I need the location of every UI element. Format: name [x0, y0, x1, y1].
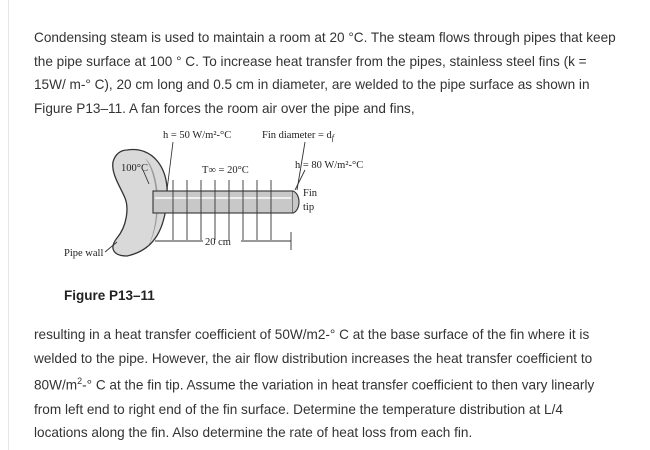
h-left-leader: [167, 142, 173, 190]
paragraph-1-line-2: the pipe surface at 100 ° C. To increase heat transfer from the pipes, stainless steel fins (k =: [34, 53, 587, 69]
paragraph-2-line-3-start: 80W/m: [34, 377, 78, 393]
fin-tip-label-2: tip: [303, 202, 315, 213]
fin-diameter-subscript: f: [331, 133, 335, 142]
paragraph-2-line-3-superscript: 2: [77, 376, 83, 387]
paragraph-2-line-3: [34, 370, 639, 397]
h-left-label: h = 50 W/m²-°C: [163, 130, 232, 141]
problem-paragraph-2: [34, 323, 639, 445]
figure-caption: Figure P13–11: [64, 288, 155, 303]
paragraph-1-line-1: Condensing steam is used to maintain a room at 20 °C. The steam flows through pipes that keep: [34, 30, 616, 45]
ambient-temperature-label: T∞ = 20°C: [202, 165, 249, 176]
paragraph-1-line-3: 15W/ m-° C), 20 cm long and 0.5 cm in diameter, are welded to the pipe surface as shown in: [34, 77, 590, 93]
paragraph-2-line-2: welded to the pipe. However, the air flow distribution increases the heat transfer coefficient to: [34, 350, 593, 366]
problem-paragraph-1: [34, 26, 639, 121]
fin-diameter-text: Fin diameter = d: [262, 130, 332, 141]
fin-tip-cap: [293, 191, 299, 213]
paragraph-2-line-3-end: -° C at the fin tip. Assume the variation in heat transfer coefficient to then vary linearly: [82, 377, 595, 393]
fin-figure: [55, 128, 395, 273]
paragraph-1-line-4: Figure P13–11. A fan forces the room air over the pipe and fins,: [34, 101, 415, 117]
pipe-temperature-label: 100°C: [121, 163, 148, 174]
paragraph-2-line-4: from left end to right end of the fin surface. Determine the temperature distribution at L/4: [34, 401, 563, 417]
h-right-label: h = 80 W/m²-°C: [295, 160, 364, 171]
pipe-wall-label: Pipe wall: [64, 248, 104, 259]
length-label: 20 cm: [205, 237, 231, 248]
paragraph-2-line-5: locations along the fin. Also determine the rate of heat loss from each fin.: [34, 425, 473, 441]
left-margin-rule: [8, 0, 9, 450]
paragraph-2-line-1: resulting in a heat transfer coefficient of 50W/m2-° C at the base surface of the fin where it is: [34, 327, 590, 342]
fin-diameter-label: [262, 130, 336, 142]
fin-tip-label-1: Fin: [303, 188, 318, 199]
fin-body: [153, 191, 293, 213]
